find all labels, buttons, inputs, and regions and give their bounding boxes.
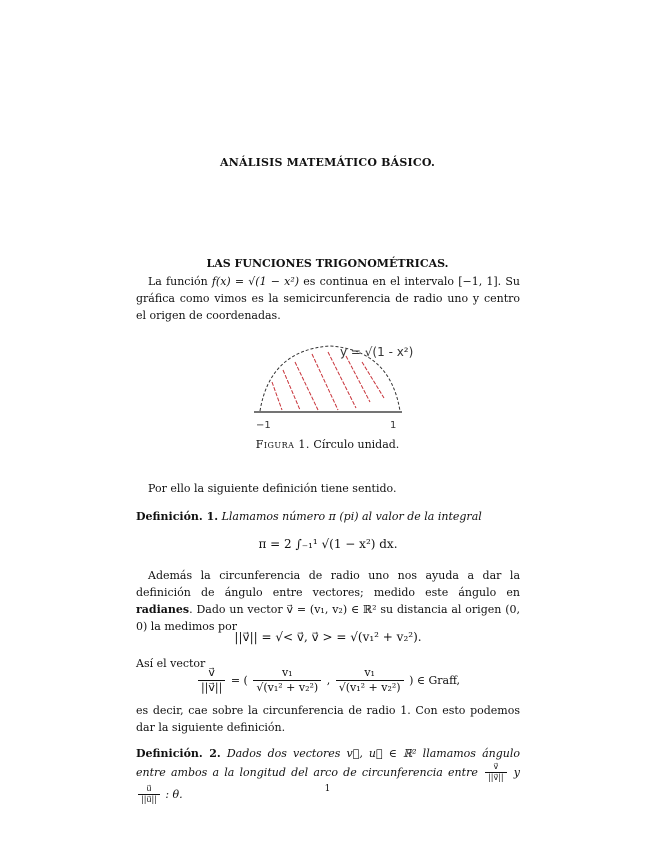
- label-one: 1: [390, 420, 397, 431]
- shaded-hatch: [272, 352, 384, 410]
- radianes-bold: radianes: [136, 603, 190, 617]
- paragraph-intro-c: es continua en el intervalo [−1, 1]. Su gráfica como vimos es la semicircunferencia de radio uno y centro el origen de coordenadas.: [136, 275, 520, 323]
- definition-1-text: Llamamos número π (pi) al valor de la integral: [221, 510, 482, 523]
- semicircle-figure: [250, 338, 414, 433]
- document-title: ANÁLISIS MATEMÁTICO BÁSICO.: [220, 156, 435, 169]
- definition-2: Definición. 2. Dados dos vectores v⃗, u⃗ ∈ ℝ² llamamos ángulo entre ambos a la longitud del arco de circunferencia entre $\frac{v⃗}{||v⃗||}$ y $\frac{u⃗}{||u⃗||}$ : θ.: [136, 747, 521, 805]
- paragraph-transition: Por ello la siguiente definición tiene sentido.: [148, 482, 397, 495]
- paragraph-intro-a: La función: [148, 275, 208, 288]
- paragraph-asi: Así el vector: [136, 657, 206, 670]
- caption-prefix: Figura 1.: [255, 438, 310, 451]
- norm-equation: ||v⃗|| = √< v⃗, v⃗ > = √(v₁² + v₂²).: [234, 630, 422, 644]
- definition-2-text: Dados dos vectores v⃗, u⃗ ∈ ℝ² llamamos ángulo entre ambos a la longitud del arco de circunferencia entre: [136, 747, 520, 779]
- curve-label: y = √(1 - x²): [340, 345, 414, 359]
- paragraph-intro: [136, 273, 520, 324]
- figure-caption: [0, 436, 655, 453]
- definition-2-label: Definición. 2.: [136, 747, 221, 760]
- pi-integral-equation: π = 2 ∫₋₁¹ √(1 − x²) dx.: [258, 537, 398, 551]
- def2-frac-u: $\frac{u⃗}{||u⃗||}$: [138, 784, 160, 806]
- definition-1-label: Definición. 1.: [136, 510, 219, 523]
- function-formula: f(x) = √(1 − x²): [211, 275, 300, 288]
- caption-text: Círculo unidad.: [313, 438, 400, 451]
- section-title: LAS FUNCIONES TRIGONOMÉTRICAS.: [206, 257, 449, 270]
- unit-frac: $\frac{v⃗}{||v⃗||}$: [198, 666, 225, 696]
- paragraph-vectors-b: . Dado un vector v⃗ = (v₁, v₂) ∈ ℝ² su distancia al origen (0, 0) la medimos por: [136, 603, 520, 634]
- unit-vector-equation: $\frac{v⃗}{||v⃗||}$ = ( $\frac{\text{v₁}}{\text{√(v₁² + v₂²)}}$ , $\frac{\text{v₁}}{\text{√(v₁² + v₂²)}}$ ) ∈ Graff,: [136, 666, 520, 702]
- label-minus-one: −1: [256, 420, 271, 431]
- paragraph-vectors-a: Además la circunferencia de radio uno nos ayuda a dar la definición de ángulo entre vectores; medido este ángulo en: [136, 569, 520, 600]
- definition-1: [136, 508, 520, 525]
- page-number: 1: [324, 784, 331, 794]
- def2-frac-v: $\frac{v⃗}{||v⃗||}$: [485, 762, 507, 784]
- component-frac-1: $\frac{\text{v₁}}{\text{√(v₁² + v₂²)}}$: [253, 666, 321, 696]
- paragraph-circumference: es decir, cae sobre la circunferencia de radio 1. Con esto podemos dar la siguiente definición.: [136, 704, 520, 735]
- paragraph-vectors: [136, 567, 520, 635]
- component-frac-2: $\frac{\text{v₁}}{\text{√(v₁² + v₂²)}}$: [336, 666, 404, 696]
